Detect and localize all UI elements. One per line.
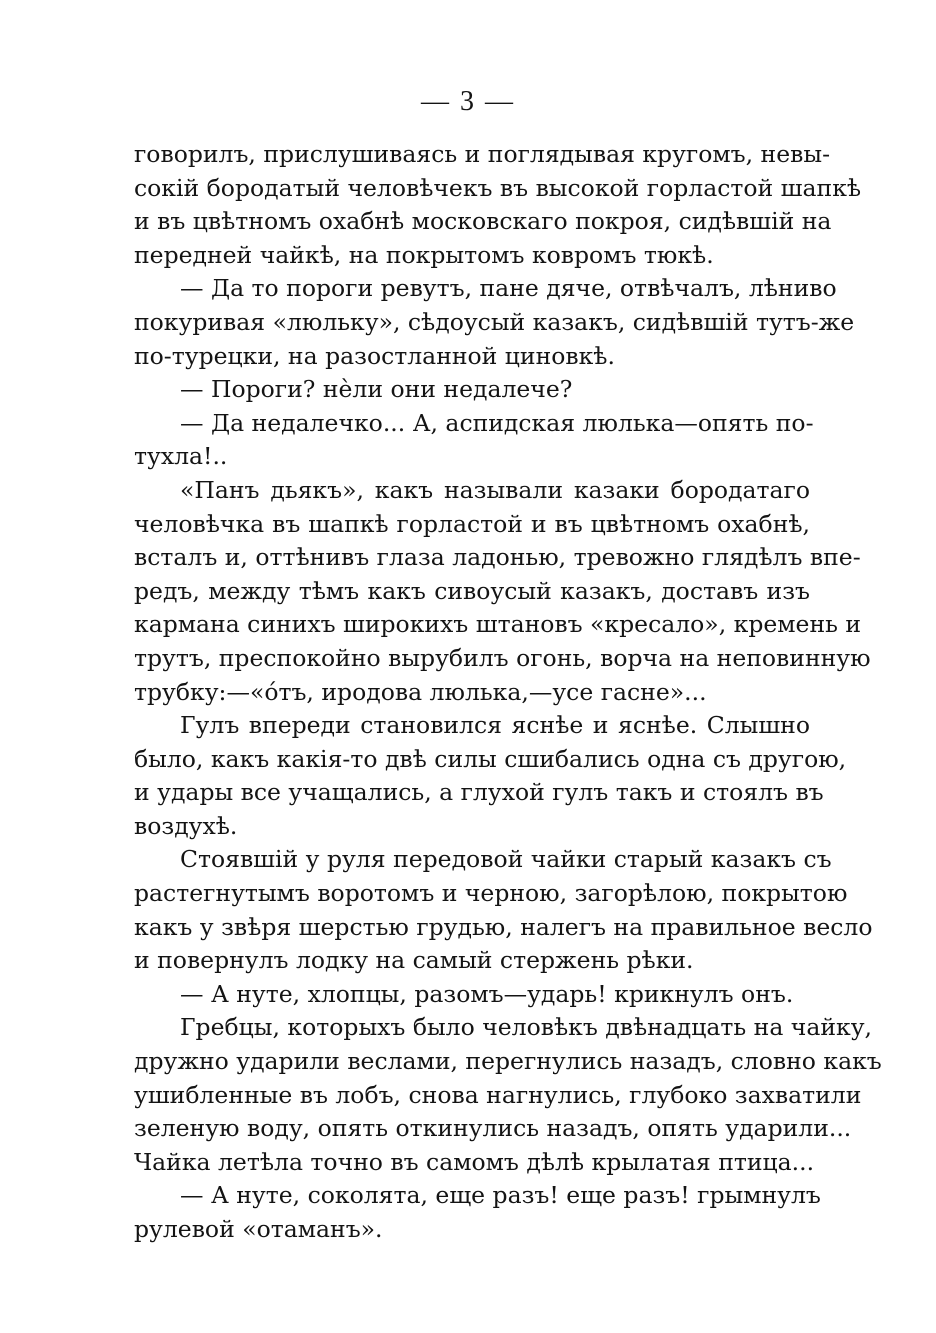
text-line: трутъ, преспокойно вырубилъ огонь, ворча на неповинную: [134, 643, 871, 672]
text-line: и повернулъ лодку на самый стержень рѣки.: [134, 946, 694, 975]
text-line: воздухѣ.: [134, 811, 238, 840]
text-line: было, какъ какія-то двѣ силы сшибались одна съ другою,: [134, 744, 847, 773]
text-line: зеленую воду, опять откинулись назадъ, опять ударили...: [134, 1114, 852, 1143]
text-line: тухла!..: [134, 442, 228, 471]
text-line: по-турецки, на разостланной циновкѣ.: [134, 341, 615, 370]
text-line: — Да то пороги ревутъ, пане дяче, отвѣчалъ, лѣниво: [180, 274, 837, 303]
text-line: — Да недалечко... А, аспидская люлька—опять по-: [180, 408, 814, 437]
text-line: какъ у звѣря шерстью грудью, налегъ на правильное весло: [134, 912, 873, 941]
text-line: говорилъ, прислушиваясь и поглядывая кругомъ, невы-: [134, 140, 831, 168]
text-line: Чайка летѣла точно въ самомъ дѣлѣ крылатая птица...: [134, 1147, 815, 1176]
text-line: — А нуте, хлопцы, разомъ—ударь! крикнулъ онъ.: [180, 979, 794, 1008]
text-line: Гребцы, которыхъ было человѣкъ двѣнадцать на чайку,: [180, 1013, 872, 1042]
text-line: — А нуте, соколята, еще разъ! еще разъ! грымнулъ: [180, 1181, 821, 1210]
text-line: Гулъ впереди становился яснѣе и яснѣе. Слышно: [180, 711, 810, 740]
text-line: дружно ударили веслами, перегнулись назадъ, словно какъ: [134, 1047, 882, 1076]
text-line: покуривая «люльку», сѣдоусый казакъ, сидѣвшій тутъ-же: [134, 307, 855, 336]
text-line: кармана синихъ широкихъ штановъ «кресало», кремень и: [134, 610, 862, 639]
text-line: «Панъ дьякъ», какъ называли казаки бородатаго: [180, 475, 810, 504]
text-line: — Пороги? нѐли они недалече?: [180, 375, 573, 404]
text-line: всталъ и, оттѣнивъ глаза ладонью, тревожно глядѣлъ впе-: [134, 543, 861, 572]
body-text: [134, 138, 882, 1247]
text-line: передней чайкѣ, на покрытомъ ковромъ тюкѣ.: [134, 240, 714, 269]
text-line: человѣчка въ шапкѣ горластой и въ цвѣтномъ охабнѣ,: [134, 509, 810, 538]
text-line: Стоявшій у руля передовой чайки старый казакъ съ: [180, 845, 832, 874]
text-line: рулевой «отаманъ».: [134, 1215, 383, 1243]
text-line: сокій бородатый человѣчекъ въ высокой горластой шапкѣ: [134, 173, 862, 202]
text-line: редъ, между тѣмъ какъ сивоусый казакъ, доставъ изъ: [134, 576, 810, 605]
text-line: ушибленные въ лобъ, снова нагнулись, глубоко захватили: [134, 1080, 862, 1109]
text-line: и удары все учащались, а глухой гулъ такъ и стоялъ въ: [134, 778, 824, 807]
text-line: трубку:—«óтъ, иродова люлька,—усе гасне»...: [134, 677, 707, 706]
page-number: — 3 —: [421, 86, 515, 117]
text-line: и въ цвѣтномъ охабнѣ московскаго покроя, сидѣвшій на: [134, 207, 832, 236]
text-line: растегнутымъ воротомъ и черною, загорѣлою, покрытою: [134, 879, 848, 908]
